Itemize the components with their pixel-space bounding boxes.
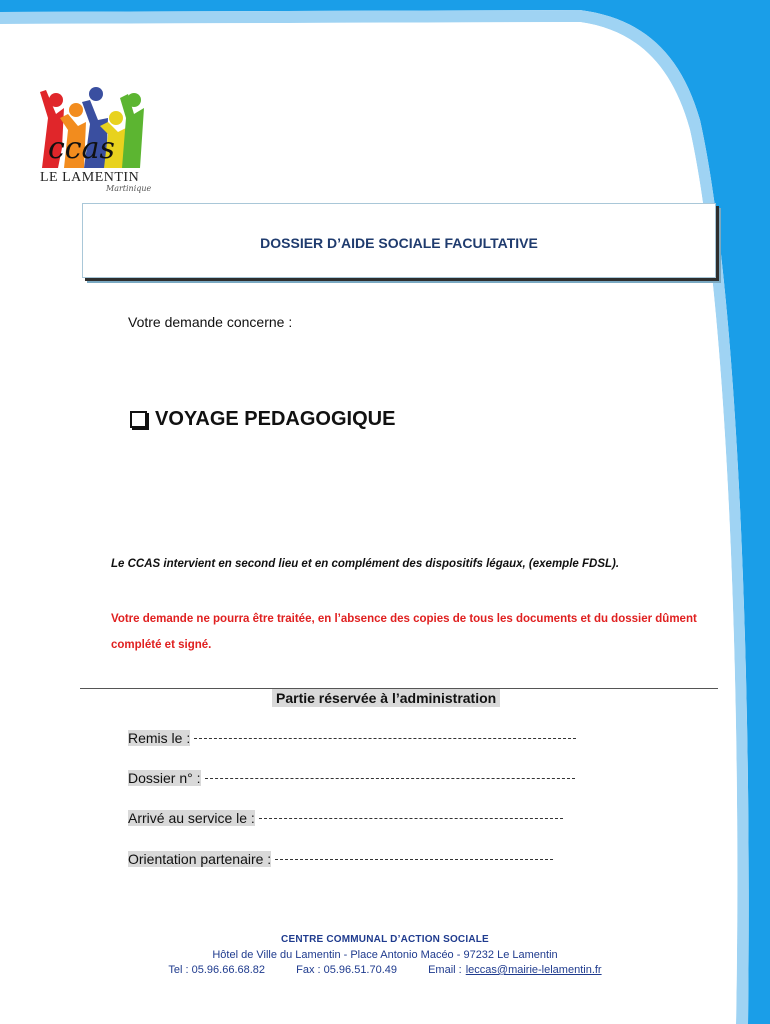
concerne-label: Votre demande concerne : — [128, 314, 293, 330]
footer-email-label: Email : — [428, 964, 462, 976]
field-arrive-au-service[interactable] — [128, 810, 563, 826]
field-line[interactable] — [194, 737, 576, 739]
warning-text: Votre demande ne pourra être traitée, en l’absence des copies de tous les documents et du dossier dûment complété et signé. — [111, 613, 697, 651]
footer-address: Hôtel de Ville du Lamentin - Place Antonio Macéo - 97232 Le Lamentin — [212, 949, 558, 961]
footer-email-link[interactable]: leccas@mairie-lelamentin.fr — [465, 964, 602, 976]
logo-wordmark: LE LAMENTIN — [40, 170, 140, 185]
footer-tel: Tel : 05.96.66.68.82 — [168, 964, 266, 976]
option-voyage-pedagogique[interactable] — [130, 408, 395, 431]
field-label: Arrivé au service le : — [128, 810, 255, 826]
footer-email-group — [428, 964, 602, 976]
option-label: VOYAGE PEDAGOGIQUE — [155, 408, 396, 430]
logo-subtext: Martinique — [106, 184, 152, 193]
field-line[interactable] — [205, 777, 575, 779]
field-line[interactable] — [259, 817, 563, 819]
field-dossier-numero[interactable] — [128, 770, 575, 786]
footer-contacts — [0, 964, 770, 976]
ccas-note: Le CCAS intervient en second lieu et en complément des dispositifs légaux, (exemple FDSL). — [111, 558, 620, 570]
title-box — [82, 203, 716, 278]
footer-org: CENTRE COMMUNAL D’ACTION SOCIALE — [281, 934, 489, 945]
field-remis-le[interactable] — [128, 730, 576, 746]
footer-fax: Fax : 05.96.51.70.49 — [296, 964, 398, 976]
field-line[interactable] — [275, 858, 553, 860]
field-orientation-partenaire[interactable] — [128, 851, 553, 867]
field-label: Orientation partenaire : — [128, 851, 272, 867]
admin-section-title: Partie réservée à l’administration — [272, 689, 500, 707]
field-label: Remis le : — [128, 730, 191, 746]
ccas-people-logo-icon — [34, 78, 160, 178]
svg-text:ccas: ccas — [48, 131, 115, 166]
checkbox-icon[interactable] — [130, 411, 147, 428]
document-title: DOSSIER D’AIDE SOCIALE FACULTATIVE — [260, 234, 538, 251]
field-label: Dossier n° : — [128, 770, 201, 786]
ccas-logo — [34, 78, 160, 198]
